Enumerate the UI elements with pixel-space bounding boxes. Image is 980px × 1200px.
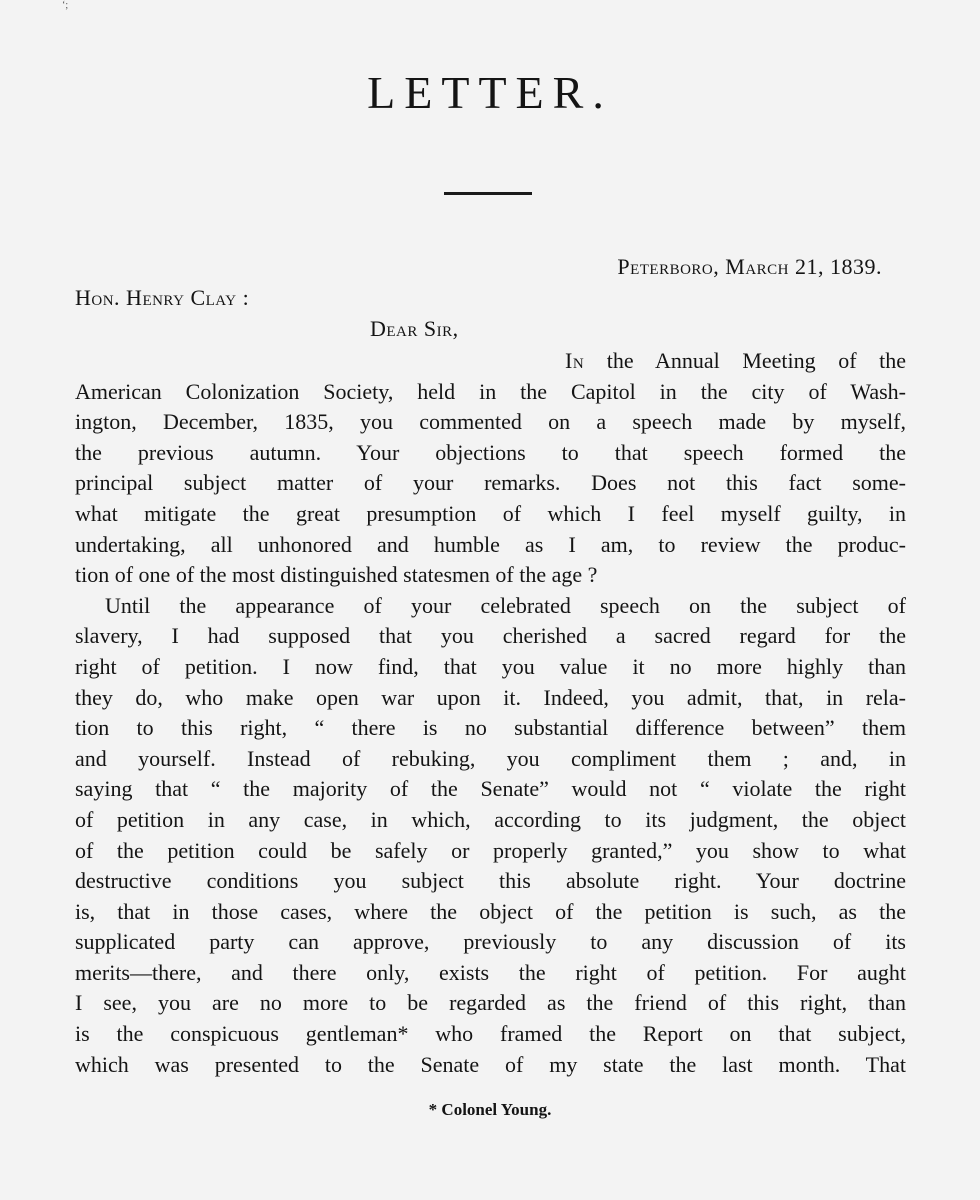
paragraph-2-line: is the conspicuous gentleman* who framed the Report on that subject, <box>75 1021 906 1047</box>
dateline: Peterboro, March 21, 1839. <box>617 254 882 279</box>
paragraph-2-line: is, that in those cases, where the object of the petition is such, as the <box>75 898 906 924</box>
paragraph-2 <box>75 591 906 1081</box>
title-divider <box>444 192 532 195</box>
paragraph-2-line: tion to this right, “ there is no substantial difference between” them <box>75 715 906 741</box>
paragraph-1-line-1 <box>75 346 906 377</box>
paragraph-1-line: what mitigate the great presumption of which I feel myself guilty, in <box>75 500 906 526</box>
paragraph-1-line: ington, December, 1835, you commented on a speech made by myself, <box>75 409 906 435</box>
paragraph-1 <box>75 346 906 591</box>
paragraph-1-lead: In <box>565 348 585 373</box>
paragraph-2-line: which was presented to the Senate of my state the last month. That <box>75 1051 906 1077</box>
paragraph-2-line: of the petition could be safely or properly granted,” you show to what <box>75 837 906 863</box>
page-title: LETTER. <box>367 67 613 118</box>
paragraph-2-line: supplicated party can approve, previously to any discussion of its <box>75 929 906 955</box>
paragraph-1-line: American Colonization Society, held in the Capitol in the city of Wash- <box>75 378 906 404</box>
footnote: * Colonel Young. <box>428 1100 552 1119</box>
paragraph-2-line: saying that “ the majority of the Senate” would not “ violate the right <box>75 776 906 802</box>
addressee: Hon. Henry Clay : <box>75 285 250 310</box>
paragraph-1-line: tion of one of the most distinguished statesmen of the age ? <box>75 562 598 588</box>
paragraph-2-line: merits—there, and there only, exists the right of petition. For aught <box>75 959 906 985</box>
paragraph-1-line: principal subject matter of your remarks. Does not this fact some- <box>75 470 906 496</box>
salutation: Dear Sir, <box>370 316 459 341</box>
letter-body <box>75 346 906 1080</box>
paragraph-2-line: slavery, I had supposed that you cherished a sacred regard for the <box>75 623 906 649</box>
paragraph-2-line: right of petition. I now find, that you value it no more highly than <box>75 653 906 679</box>
paragraph-1-line: undertaking, all unhonored and humble as I am, to review the produc- <box>75 531 906 557</box>
paragraph-2-line: I see, you are no more to be regarded as the friend of this right, than <box>75 990 906 1016</box>
paragraph-2-line: Until the appearance of your celebrated speech on the subject of <box>105 592 906 618</box>
paragraph-2-line: of petition in any case, in which, according to its judgment, the object <box>75 806 906 832</box>
paragraph-2-line: destructive conditions you subject this absolute right. Your doctrine <box>75 868 906 894</box>
paragraph-1-line-1-text: the Annual Meeting of the <box>606 348 906 373</box>
corner-mark: ‘; <box>62 0 69 11</box>
paragraph-1-line: the previous autumn. Your objections to that speech formed the <box>75 439 906 465</box>
paragraph-2-line: they do, who make open war upon it. Indeed, you admit, that, in rela- <box>75 684 906 710</box>
paragraph-2-line: and yourself. Instead of rebuking, you compliment them ; and, in <box>75 745 906 771</box>
